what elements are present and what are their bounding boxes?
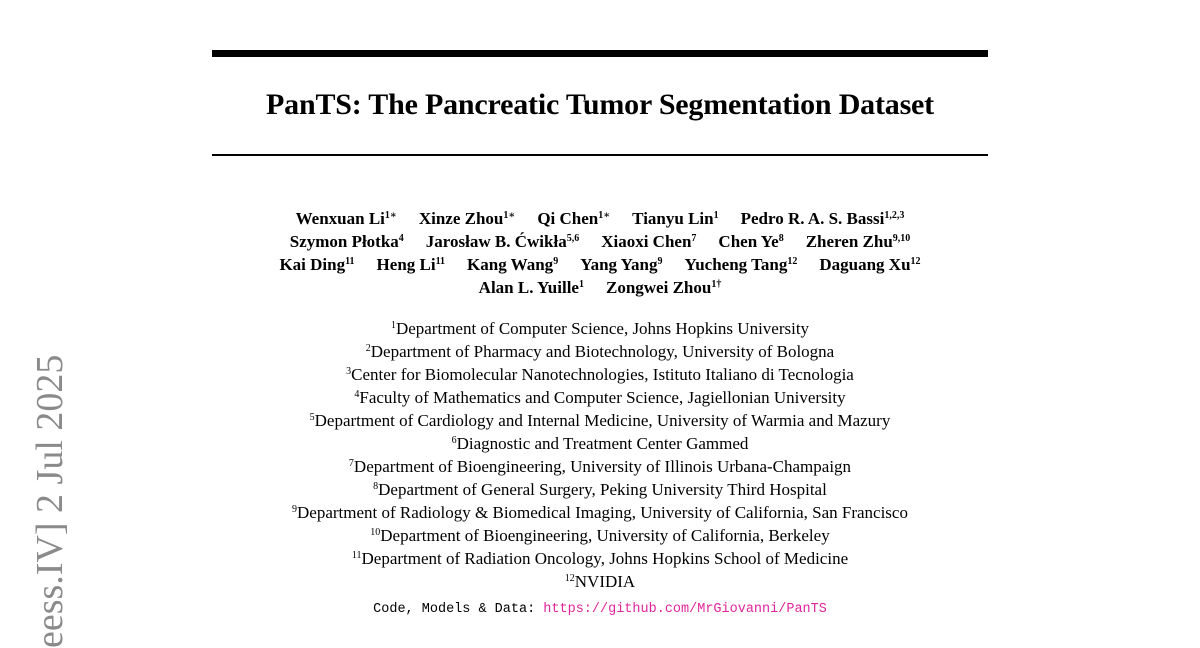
author xyxy=(377,253,446,276)
affiliation xyxy=(200,547,1000,570)
author xyxy=(479,276,584,299)
affiliation xyxy=(200,317,1000,340)
affiliation-number: 7 xyxy=(348,458,354,469)
author-name: Chen Ye xyxy=(718,232,779,251)
affiliation xyxy=(200,340,1000,363)
affiliation-list xyxy=(200,317,1000,593)
author-affiliation-marker: 1∗ xyxy=(503,210,516,221)
author-name: Szymon Płotka xyxy=(289,232,399,251)
author-name: Tianyu Lin xyxy=(632,209,714,228)
author-name: Qi Chen xyxy=(537,209,599,228)
author xyxy=(819,253,920,276)
author xyxy=(296,207,397,230)
author xyxy=(290,230,404,253)
author-line xyxy=(150,230,1050,253)
author-affiliation-marker: 11 xyxy=(435,256,446,267)
author xyxy=(741,207,905,230)
author xyxy=(419,207,515,230)
affiliation-text: Department of Pharmacy and Biotechnology, University of Bologna xyxy=(370,342,835,361)
arxiv-stamp: eess.IV] 2 Jul 2025 xyxy=(29,354,71,648)
affiliation xyxy=(200,455,1000,478)
affiliation-text: Department of Radiology & Biomedical Imaging, University of California, San Francisco xyxy=(297,503,908,522)
affiliation-number: 6 xyxy=(451,435,457,446)
affiliation xyxy=(200,501,1000,524)
author-affiliation-marker: 12 xyxy=(787,256,798,267)
author-name: Yang Yang xyxy=(580,255,658,274)
author-name: Heng Li xyxy=(376,255,436,274)
author-affiliation-marker: 9 xyxy=(553,256,559,267)
author-line xyxy=(150,253,1050,276)
affiliation-text: Department of General Surgery, Peking University Third Hospital xyxy=(378,480,827,499)
author xyxy=(279,253,354,276)
author-affiliation-marker: 1∗ xyxy=(384,210,397,221)
affiliation-text: Center for Biomolecular Nanotechnologies, Istituto Italiano di Tecnologia xyxy=(351,365,854,384)
affiliation-text: Department of Bioengineering, University of California, Berkeley xyxy=(380,526,830,545)
author-name: Yucheng Tang xyxy=(684,255,788,274)
affiliation xyxy=(200,386,1000,409)
author-affiliation-marker: 9 xyxy=(657,256,663,267)
affiliation-number: 11 xyxy=(351,550,362,561)
author-name: Xinze Zhou xyxy=(418,209,504,228)
title-bottom-rule xyxy=(212,154,988,156)
author-name: Kang Wang xyxy=(467,255,554,274)
author xyxy=(606,276,721,299)
author-line xyxy=(150,276,1050,299)
affiliation xyxy=(200,478,1000,501)
author-affiliation-marker: 5,6 xyxy=(566,233,580,244)
affiliation-text: Department of Radiation Oncology, Johns Hopkins School of Medicine xyxy=(361,549,849,568)
affiliation-number: 8 xyxy=(373,481,379,492)
author-affiliation-marker: 8 xyxy=(778,233,784,244)
affiliation-number: 9 xyxy=(292,504,298,515)
affiliation xyxy=(200,570,1000,593)
author-affiliation-marker: 1 xyxy=(578,279,584,290)
affiliation-number: 4 xyxy=(354,389,360,400)
author-affiliation-marker: 9,10 xyxy=(892,233,911,244)
author-line xyxy=(150,207,1050,230)
author-name: Pedro R. A. S. Bassi xyxy=(740,209,885,228)
author-affiliation-marker: 12 xyxy=(910,256,921,267)
author-affiliation-marker: 1∗ xyxy=(598,210,611,221)
title-top-rule xyxy=(212,50,988,57)
affiliation-text: Faculty of Mathematics and Computer Science, Jagiellonian University xyxy=(359,388,846,407)
affiliation-number: 3 xyxy=(346,366,352,377)
author-name: Zheren Zhu xyxy=(805,232,893,251)
author-name: Daguang Xu xyxy=(819,255,911,274)
author xyxy=(467,253,558,276)
affiliation-number: 1 xyxy=(390,320,396,331)
author-affiliation-marker: 1† xyxy=(711,279,722,290)
affiliation xyxy=(200,363,1000,386)
author-name: Alan L. Yuille xyxy=(478,278,579,297)
affiliation xyxy=(200,432,1000,455)
author-affiliation-marker: 7 xyxy=(691,233,697,244)
author-name: Xiaoxi Chen xyxy=(601,232,692,251)
affiliation-number: 2 xyxy=(365,343,371,354)
affiliation xyxy=(200,409,1000,432)
author xyxy=(426,230,579,253)
author xyxy=(601,230,696,253)
author xyxy=(537,207,610,230)
author-name: Kai Ding xyxy=(279,255,346,274)
code-link[interactable]: https://github.com/MrGiovanni/PanTS xyxy=(543,602,827,617)
affiliation-text: Department of Bioengineering, University of Illinois Urbana-Champaign xyxy=(353,457,852,476)
code-availability-line xyxy=(200,602,1000,617)
affiliation-number: 5 xyxy=(309,412,315,423)
author xyxy=(806,230,911,253)
affiliation-number: 12 xyxy=(564,573,575,584)
affiliation-text: NVIDIA xyxy=(574,572,636,591)
affiliation-text: Department of Cardiology and Internal Medicine, University of Warmia and Mazury xyxy=(314,411,891,430)
author xyxy=(580,253,662,276)
author xyxy=(718,230,783,253)
author-affiliation-marker: 11 xyxy=(345,256,355,267)
author-affiliation-marker: 4 xyxy=(398,233,404,244)
author-name: Zongwei Zhou xyxy=(605,278,712,297)
affiliation xyxy=(200,524,1000,547)
author-name: Wenxuan Li xyxy=(295,209,385,228)
author-list xyxy=(150,207,1050,299)
affiliation-number: 10 xyxy=(370,527,381,538)
author xyxy=(685,253,798,276)
author-name: Jarosław B. Ćwikła xyxy=(425,232,567,251)
author-affiliation-marker: 1 xyxy=(713,210,719,221)
affiliation-text: Department of Computer Science, Johns Hopkins University xyxy=(395,319,810,338)
affiliation-text: Diagnostic and Treatment Center Gammed xyxy=(456,434,749,453)
code-label: Code, Models & Data: xyxy=(373,602,544,617)
author xyxy=(632,207,718,230)
paper-title: PanTS: The Pancreatic Tumor Segmentation Dataset xyxy=(266,88,934,121)
author-affiliation-marker: 1,2,3 xyxy=(884,210,905,221)
